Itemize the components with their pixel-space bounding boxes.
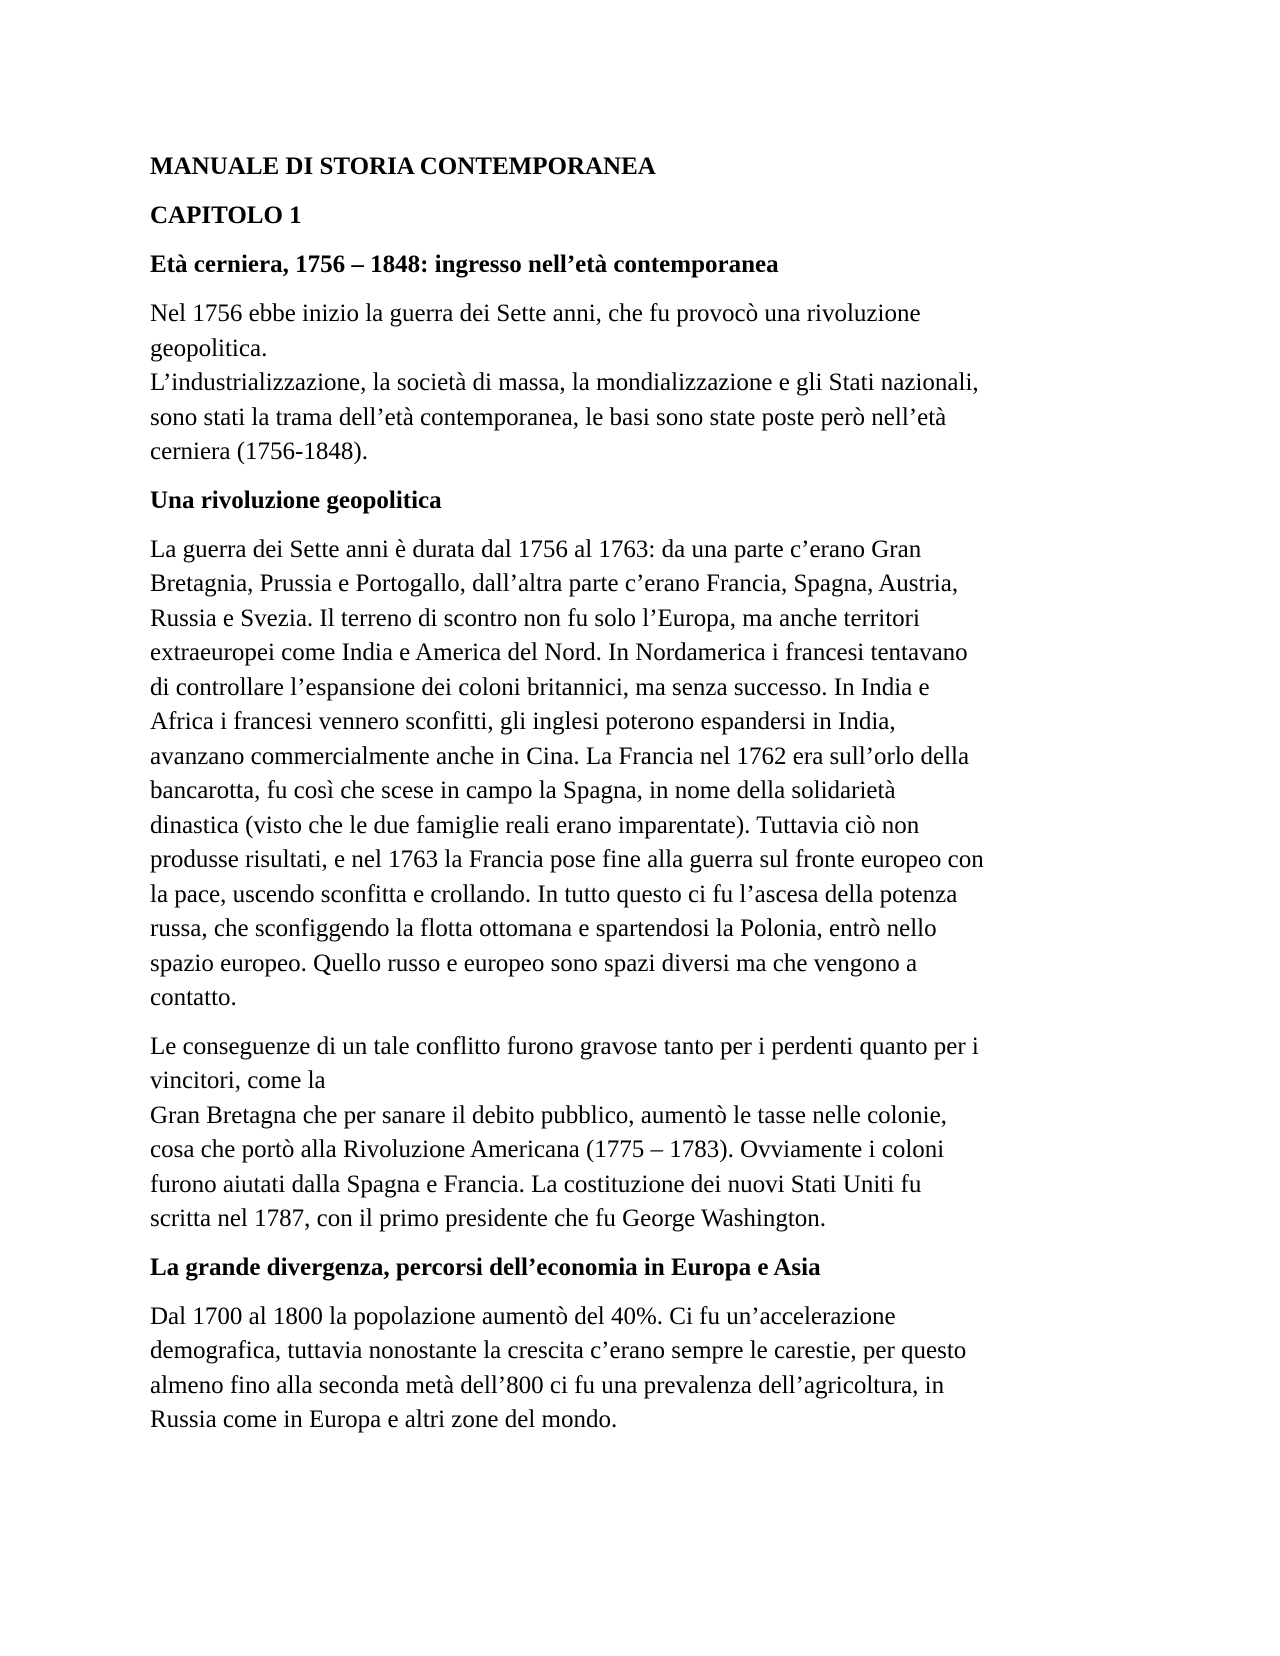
text-line: sono stati la trama dell’età contemporanea, le basi sono state poste però nell’età <box>150 403 947 431</box>
text-line: almeno fino alla seconda metà dell’800 ci fu una prevalenza dell’agricoltura, in <box>150 1371 945 1399</box>
text-line: di controllare l’espansione dei coloni britannici, ma senza successo. In India e <box>150 673 930 701</box>
text-line: extraeuropei come India e America del Nord. In Nordamerica i francesi tentavano <box>150 639 968 666</box>
text-line: Gran Bretagna che per sanare il debito pubblico, aumentò le tasse nelle colonie, <box>150 1101 947 1129</box>
text-line: geopolitica. <box>150 334 268 362</box>
text-line: dinastica (visto che le due famiglie reali erano imparentate). Tuttavia ciò non <box>150 811 920 839</box>
text-line: cosa che portò alla Rivoluzione Americana (1775 – 1783). Ovviamente i coloni <box>150 1136 945 1163</box>
section-heading-divergenza: La grande divergenza, percorsi dell’economia in Europa e Asia <box>150 1253 821 1281</box>
text-line: Nel 1756 ebbe inizio la guerra dei Sette anni, che fu provocò una rivoluzione <box>150 300 921 327</box>
document-page <box>150 150 1140 1452</box>
text-line: produsse risultati, e nel 1763 la Francia pose fine alla guerra sul fronte europeo con <box>150 846 984 873</box>
text-line: spazio europeo. Quello russo e europeo sono spazi diversi ma che vengono a <box>150 949 918 977</box>
text-line: furono aiutati dalla Spagna e Francia. La costituzione dei nuovi Stati Uniti fu <box>150 1170 922 1198</box>
text-line: cerniera (1756-1848). <box>150 438 368 465</box>
section1-paragraph-1 <box>150 533 1140 1016</box>
text-line: russa, che sconfiggendo la flotta ottomana e spartendosi la Polonia, entrò nello <box>150 915 937 942</box>
text-line: la pace, uscendo sconfitta e crollando. In tutto questo ci fu l’ascesa della potenza <box>150 880 958 908</box>
text-line: Africa i francesi vennero sconfitti, gli inglesi poterono espandersi in India, <box>150 708 896 735</box>
text-line: vincitori, come la <box>150 1067 326 1094</box>
text-line: avanzano commercialmente anche in Cina. La Francia nel 1762 era sull’orlo della <box>150 742 970 770</box>
chapter-heading: Età cerniera, 1756 – 1848: ingresso nell’età contemporanea <box>150 251 779 278</box>
text-line: Russia e Svezia. Il terreno di scontro non fu solo l’Europa, ma anche territori <box>150 604 920 632</box>
text-line: L’industrializzazione, la società di massa, la mondializzazione e gli Stati nazionali, <box>150 369 979 396</box>
chapter-label: CAPITOLO 1 <box>150 202 302 229</box>
intro-paragraph <box>150 297 1140 470</box>
text-line: Bretagnia, Prussia e Portogallo, dall’altra parte c’erano Francia, Spagna, Austria, <box>150 570 959 597</box>
text-line: scritta nel 1787, con il primo presidente che fu George Washington. <box>150 1205 827 1232</box>
section-heading-geopolitica: Una rivoluzione geopolitica <box>150 486 442 514</box>
text-line: Dal 1700 al 1800 la popolazione aumentò del 40%. Ci fu un’accelerazione <box>150 1302 896 1330</box>
text-line: contatto. <box>150 984 237 1011</box>
text-line: Le conseguenze di un tale conflitto furono gravose tanto per i perdenti quanto per i <box>150 1032 979 1060</box>
text-line: La guerra dei Sette anni è durata dal 1756 al 1763: da una parte c’erano Gran <box>150 535 922 563</box>
text-line: Russia come in Europa e altri zone del mondo. <box>150 1406 618 1433</box>
text-line: bancarotta, fu così che scese in campo la Spagna, in nome della solidarietà <box>150 777 896 804</box>
document-title: MANUALE DI STORIA CONTEMPORANEA <box>150 153 656 180</box>
text-line: demografica, tuttavia nonostante la crescita c’erano sempre le carestie, per questo <box>150 1337 967 1364</box>
section2-paragraph-1 <box>150 1300 1140 1438</box>
section1-paragraph-2 <box>150 1030 1140 1237</box>
